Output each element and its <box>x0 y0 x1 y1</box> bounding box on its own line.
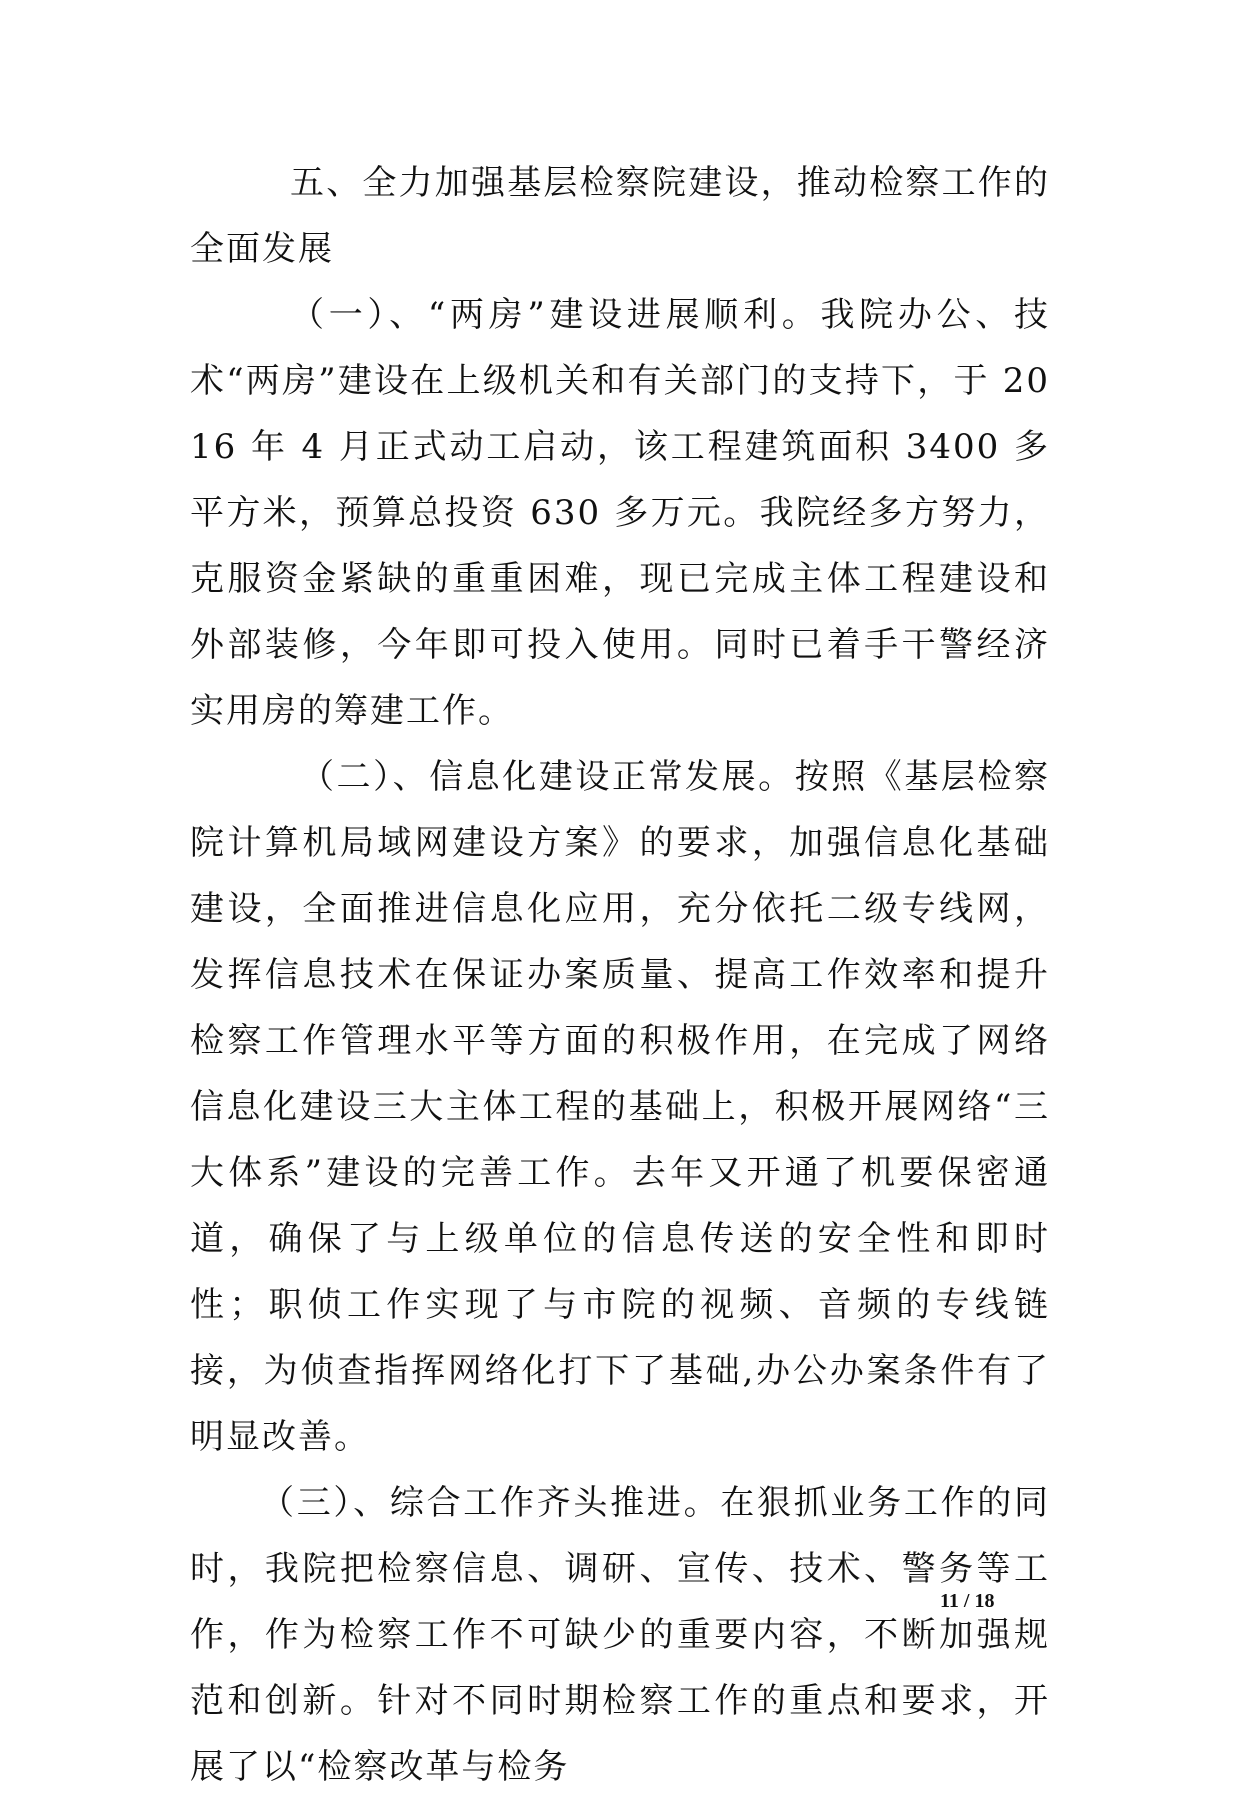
section-heading: 五、全力加强基层检察院建设，推动检察工作的全面发展 <box>190 163 1050 269</box>
document-body <box>190 150 1050 1800</box>
paragraph-comprehensive-work: （三）、综合工作齐头推进。在狠抓业务工作的同时，我院把检察信息、调研、宣传、技术、警务等工作，作为检察工作不可缺少的重要内容，不断加强规范和创新。针对不同时期检察工作的重点和要求，开展了以“检察改革与检务 <box>190 1483 1050 1787</box>
paragraph-informatization: （二）、信息化建设正常发展。按照《基层检察院计算机局域网建设方案》的要求，加强信息化基础建设，全面推进信息化应用，充分依托二级专线网，发挥信息技术在保证办案质量、提高工作效率和提升检察工作管理水平等方面的积极作用，在完成了网络信息化建设三大主体工程的基础上，积极开展网络“三大体系”建设的完善工作。去年又开通了机要保密通道，确保了与上级单位的信息传送的安全性和即时性；职侦工作实现了与市院的视频、音频的专线链接，为侦查指挥网络化打下了基础,办公办案条件有了明显改善。 <box>190 757 1050 1457</box>
page-number: 11 / 18 <box>940 1590 995 1612</box>
paragraph-two-buildings: （一）、“两房”建设进展顺利。我院办公、技术“两房”建设在上级机关和有关部门的支持下，于 2016 年 4 月正式动工启动，该工程建筑面积 3400 多平方米，预算总投资 630 多万元。我院经多方努力，克服资金紧缺的重重困难，现已完成主体工程建设和外部装修，今年即可投入使用。同时已着手干警经济实用房的筹建工作。 <box>190 295 1050 731</box>
